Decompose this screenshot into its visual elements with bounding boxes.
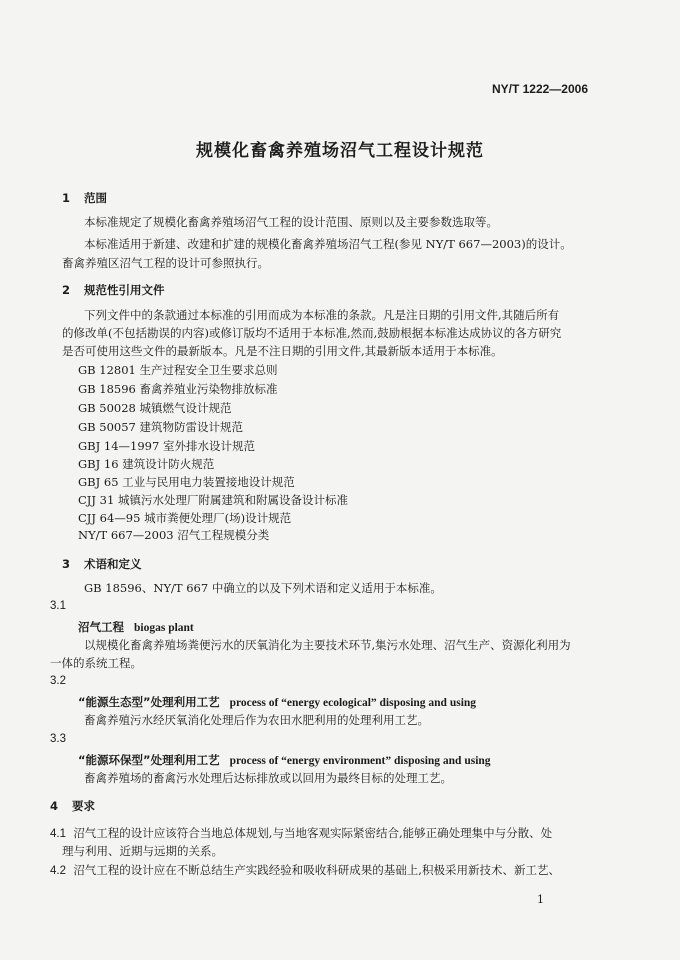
term-3-3-english: process of “energy environment” disposing and using xyxy=(229,755,491,767)
standard-code: NY/T 1222—2006 xyxy=(491,82,588,96)
clause-4-2-number: 4.2 xyxy=(50,865,66,877)
term-3-3-number: 3.3 xyxy=(50,733,66,745)
section-4-title: 要求 xyxy=(72,799,95,813)
term-3-2-title xyxy=(78,694,476,710)
term-3-3-chinese: “能源环保型”处理利用工艺 xyxy=(78,753,220,767)
term-3-2-chinese: “能源生态型”处理利用工艺 xyxy=(78,695,220,709)
reference-item: GB 50057 建筑物防雷设计规范 xyxy=(78,420,244,434)
reference-item: GBJ 65 工业与民用电力装置接地设计规范 xyxy=(78,475,295,489)
term-3-1-number: 3.1 xyxy=(50,600,66,612)
section-1-title: 范围 xyxy=(84,191,107,205)
reference-item: GB 12801 生产过程安全卫生要求总则 xyxy=(78,363,278,377)
reference-item: GB 50028 城镇燃气设计规范 xyxy=(78,401,232,415)
section-2-heading xyxy=(62,282,165,298)
section-1-heading xyxy=(62,190,107,206)
section-2-number: 2 xyxy=(62,283,71,297)
section-1-number: 1 xyxy=(62,191,71,205)
document-title: 规模化畜禽养殖场沼气工程设计规范 xyxy=(196,141,484,161)
clause-4-2-line-1 xyxy=(50,862,560,880)
clause-4-1-line-2: 理与利用、近期与远期的关系。 xyxy=(62,844,223,858)
page-number: 1 xyxy=(537,893,544,906)
section-4-heading xyxy=(50,798,95,814)
reference-item: GBJ 14—1997 室外排水设计规范 xyxy=(78,439,255,453)
term-3-1-definition-line-2: 一体的系统工程。 xyxy=(50,656,142,670)
reference-item: NY/T 667—2003 沼气工程规模分类 xyxy=(78,528,270,542)
section-3-number: 3 xyxy=(62,557,71,571)
term-3-1-title xyxy=(78,619,194,635)
scope-paragraph-2-line-1: 本标准适用于新建、改建和扩建的规模化畜禽养殖场沼气工程(参见 NY/T 667—2003)的设计。 xyxy=(84,237,572,251)
scope-paragraph-1: 本标准规定了规模化畜禽养殖场沼气工程的设计范围、原则以及主要参数选取等。 xyxy=(84,215,498,229)
section-2-title: 规范性引用文件 xyxy=(84,283,165,297)
term-3-1-english: biogas plant xyxy=(134,622,194,634)
term-3-2-english: process of “energy ecological” disposing and using xyxy=(229,697,477,709)
refs-intro-line-3: 是否可使用这些文件的最新版本。凡是不注日期的引用文件,其最新版本适用于本标准。 xyxy=(62,344,503,358)
section-3-heading xyxy=(62,556,142,572)
clause-4-1-text: 沼气工程的设计应该符合当地总体规划,与当地客观实际紧密结合,能够正确处理集中与分散、处 xyxy=(73,826,553,840)
reference-item: GBJ 16 建筑设计防火规范 xyxy=(78,457,215,471)
scope-paragraph-2-line-2: 畜禽养殖区沼气工程的设计可参照执行。 xyxy=(62,256,269,270)
reference-item: CJJ 31 城镇污水处理厂附属建筑和附属设备设计标准 xyxy=(78,493,348,507)
term-3-3-title xyxy=(78,752,491,768)
section-3-title: 术语和定义 xyxy=(84,557,142,571)
refs-intro-line-1: 下列文件中的条款通过本标准的引用而成为本标准的条款。凡是注日期的引用文件,其随后所有 xyxy=(84,308,560,322)
term-3-2-number: 3.2 xyxy=(50,675,66,687)
term-3-1-definition-line-1: 以规模化畜禽养殖场粪便污水的厌氧消化为主要技术环节,集污水处理、沼气生产、资源化利用为 xyxy=(84,638,571,652)
clause-4-1-number: 4.1 xyxy=(50,828,66,840)
reference-item: GB 18596 畜禽养殖业污染物排放标准 xyxy=(78,382,278,396)
refs-intro-line-2: 的修改单(不包括勘误的内容)或修订版均不适用于本标准,然而,鼓励根据本标准达成协议的各方研究 xyxy=(62,326,562,340)
term-3-3-definition: 畜禽养殖场的畜禽污水处理后达标排放或以回用为最终目标的处理工艺。 xyxy=(84,771,452,785)
clause-4-2-text: 沼气工程的设计应在不断总结生产实践经验和吸收科研成果的基础上,积极采用新技术、新工艺、 xyxy=(73,863,560,877)
reference-item: CJJ 64—95 城市粪便处理厂(场)设计规范 xyxy=(78,511,292,525)
clause-4-1-line-1 xyxy=(50,825,552,843)
term-3-1-chinese: 沼气工程 xyxy=(78,620,124,634)
term-3-2-definition: 畜禽养殖污水经厌氧消化处理后作为农田水肥利用的处理利用工艺。 xyxy=(84,713,429,727)
section-4-number: 4 xyxy=(50,799,59,813)
terms-intro: GB 18596、NY/T 667 中确立的以及下列术语和定义适用于本标准。 xyxy=(84,581,442,595)
